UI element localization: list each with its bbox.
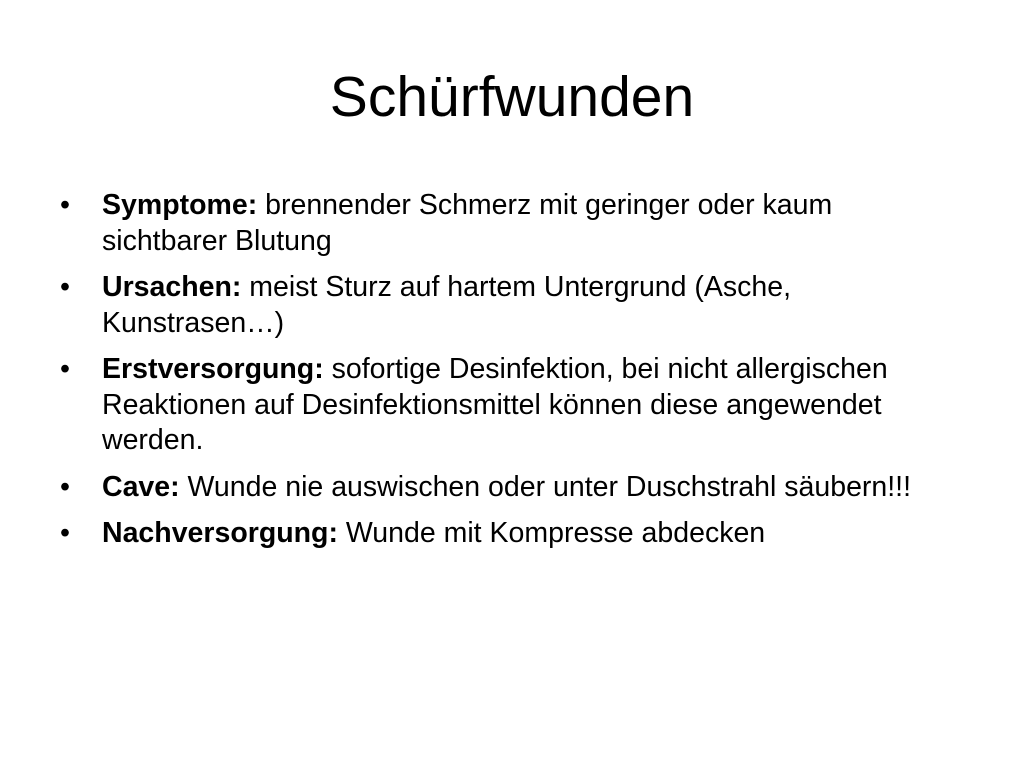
bullet-item-ursachen: [60, 270, 960, 341]
bullet-item-erstversorgung: [60, 352, 960, 459]
bullet-icon: •: [60, 353, 70, 385]
bullet-label: Cave:: [102, 470, 180, 503]
bullet-text: brennender Schmerz mit geringer oder kaum sichtbarer Blutung: [102, 189, 833, 257]
bullet-item-symptome: [60, 188, 960, 259]
bullet-icon: •: [60, 470, 70, 503]
bullet-label: Erstversorgung:: [102, 353, 324, 385]
bullet-icon: •: [60, 271, 70, 303]
bullet-text: Wunde nie auswischen oder unter Duschstrahl säubern!!!: [179, 470, 912, 503]
bullet-icon: •: [60, 517, 70, 549]
bullet-label: Ursachen:: [102, 271, 242, 303]
bullet-item-nachversorgung: [60, 516, 960, 552]
bullet-label: Symptome:: [102, 189, 258, 221]
bullet-list: [60, 188, 960, 563]
bullet-icon: •: [60, 189, 70, 221]
bullet-text: sofortige Desinfektion, bei nicht allergischen Reaktionen auf Desinfektionsmittel können diese angewendet werden.: [102, 353, 888, 456]
bullet-item-cave: [60, 470, 960, 506]
slide-title: Schürfwunden: [329, 65, 695, 129]
bullet-label: Nachversorgung:: [102, 517, 338, 549]
bullet-text: Wunde mit Kompresse abdecken: [337, 517, 766, 549]
bullet-text: meist Sturz auf hartem Untergrund (Asche, Kunstrasen…): [102, 271, 792, 339]
